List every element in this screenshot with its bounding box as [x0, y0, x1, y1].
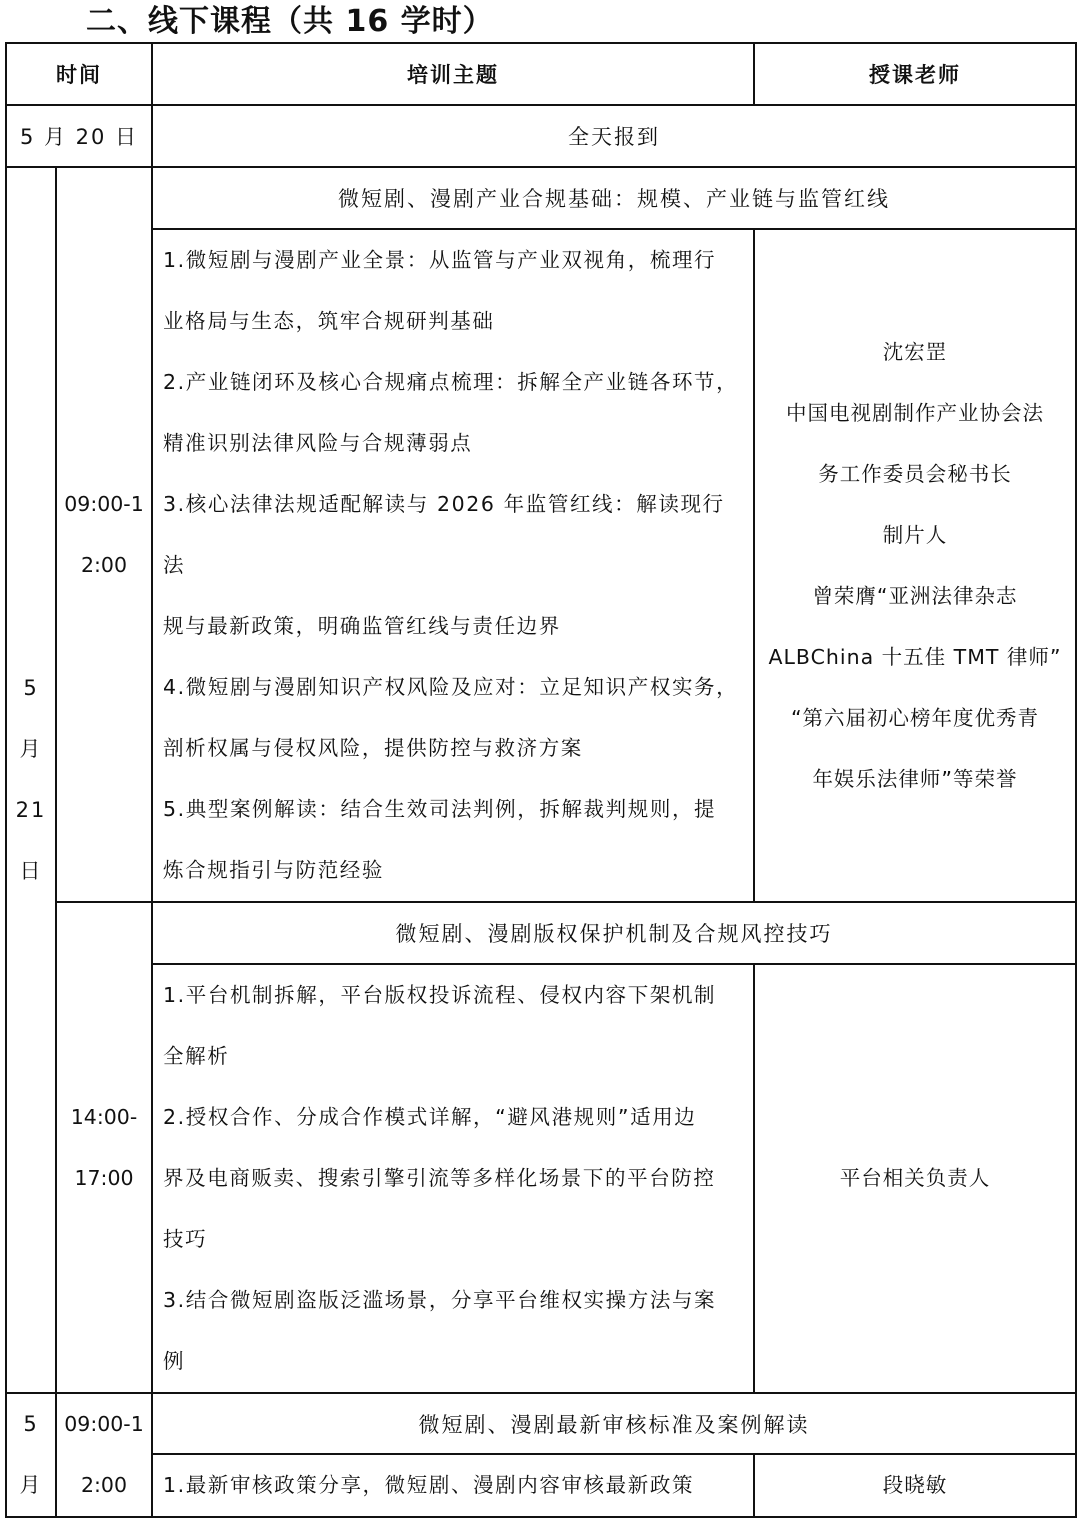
session-content: 1.平台机制拆解，平台版权投诉流程、侵权内容下架机制 全解析 2.授权合作、分成合作模式详解，“避风港规则”适用边 界及电商贩卖、搜索引擎引流等多样化场景下的平台防控 技巧 3.结合微短剧盗版泛滥场景，分享平台维权实操方法与案 例	[152, 964, 754, 1393]
table-header-row	[6, 43, 1076, 105]
registration-date: 5 月 20 日	[6, 105, 152, 167]
teacher-cell: 沈宏罡 中国电视剧制作产业协会法 务工作委员会秘书长 制片人 曾荣膺“亚洲法律杂志 ALBChina 十五佳 TMT 律师” “第六届初心榜年度优秀青 年娱乐法律师”等荣誉	[754, 229, 1076, 902]
table-row	[6, 167, 1076, 229]
table-row	[6, 105, 1076, 167]
date-cell-may22: 5 月	[6, 1393, 56, 1517]
date-cell-may21: 5 月 21 日	[6, 167, 56, 1393]
teacher-cell: 段晓敏	[754, 1454, 1076, 1517]
time-cell-morning: 09:00-1 2:00	[56, 1393, 152, 1517]
time-cell-morning: 09:00-1 2:00	[56, 167, 152, 902]
section-heading: 二、线下课程（共 16 学时）	[86, 4, 494, 39]
table-row	[6, 964, 1076, 1393]
session-title: 微短剧、漫剧最新审核标准及案例解读	[152, 1393, 1076, 1454]
time-cell-afternoon: 14:00- 17:00	[56, 902, 152, 1393]
session-content: 1.微短剧与漫剧产业全景：从监管与产业双视角，梳理行 业格局与生态，筑牢合规研判基础 2.产业链闭环及核心合规痛点梳理：拆解全产业链各环节， 精准识别法律风险与合规薄弱点 3.核心法律法规适配解读与 2026 年监管红线：解读现行法 规与最新政策，明确监管红线与责任边界 4.微短剧与漫剧知识产权风险及应对：立足知识产权实务， 剖析权属与侵权风险，提供防控与救济方案 5.典型案例解读：结合生效司法判例，拆解裁判规则，提 炼合规指引与防范经验	[152, 229, 754, 902]
session-title: 微短剧、漫剧产业合规基础：规模、产业链与监管红线	[152, 167, 1076, 229]
header-teacher: 授课老师	[754, 43, 1076, 105]
header-topic: 培训主题	[152, 43, 754, 105]
table-row	[6, 1454, 1076, 1517]
table-row	[6, 229, 1076, 902]
table-row	[6, 902, 1076, 964]
session-title: 微短剧、漫剧版权保护机制及合规风控技巧	[152, 902, 1076, 964]
header-time: 时间	[6, 43, 152, 105]
course-schedule-table	[5, 42, 1077, 1518]
registration-content: 全天报到	[152, 105, 1076, 167]
table-row	[6, 1393, 1076, 1454]
teacher-cell: 平台相关负责人	[754, 964, 1076, 1393]
session-content: 1.最新审核政策分享，微短剧、漫剧内容审核最新政策	[152, 1454, 754, 1517]
